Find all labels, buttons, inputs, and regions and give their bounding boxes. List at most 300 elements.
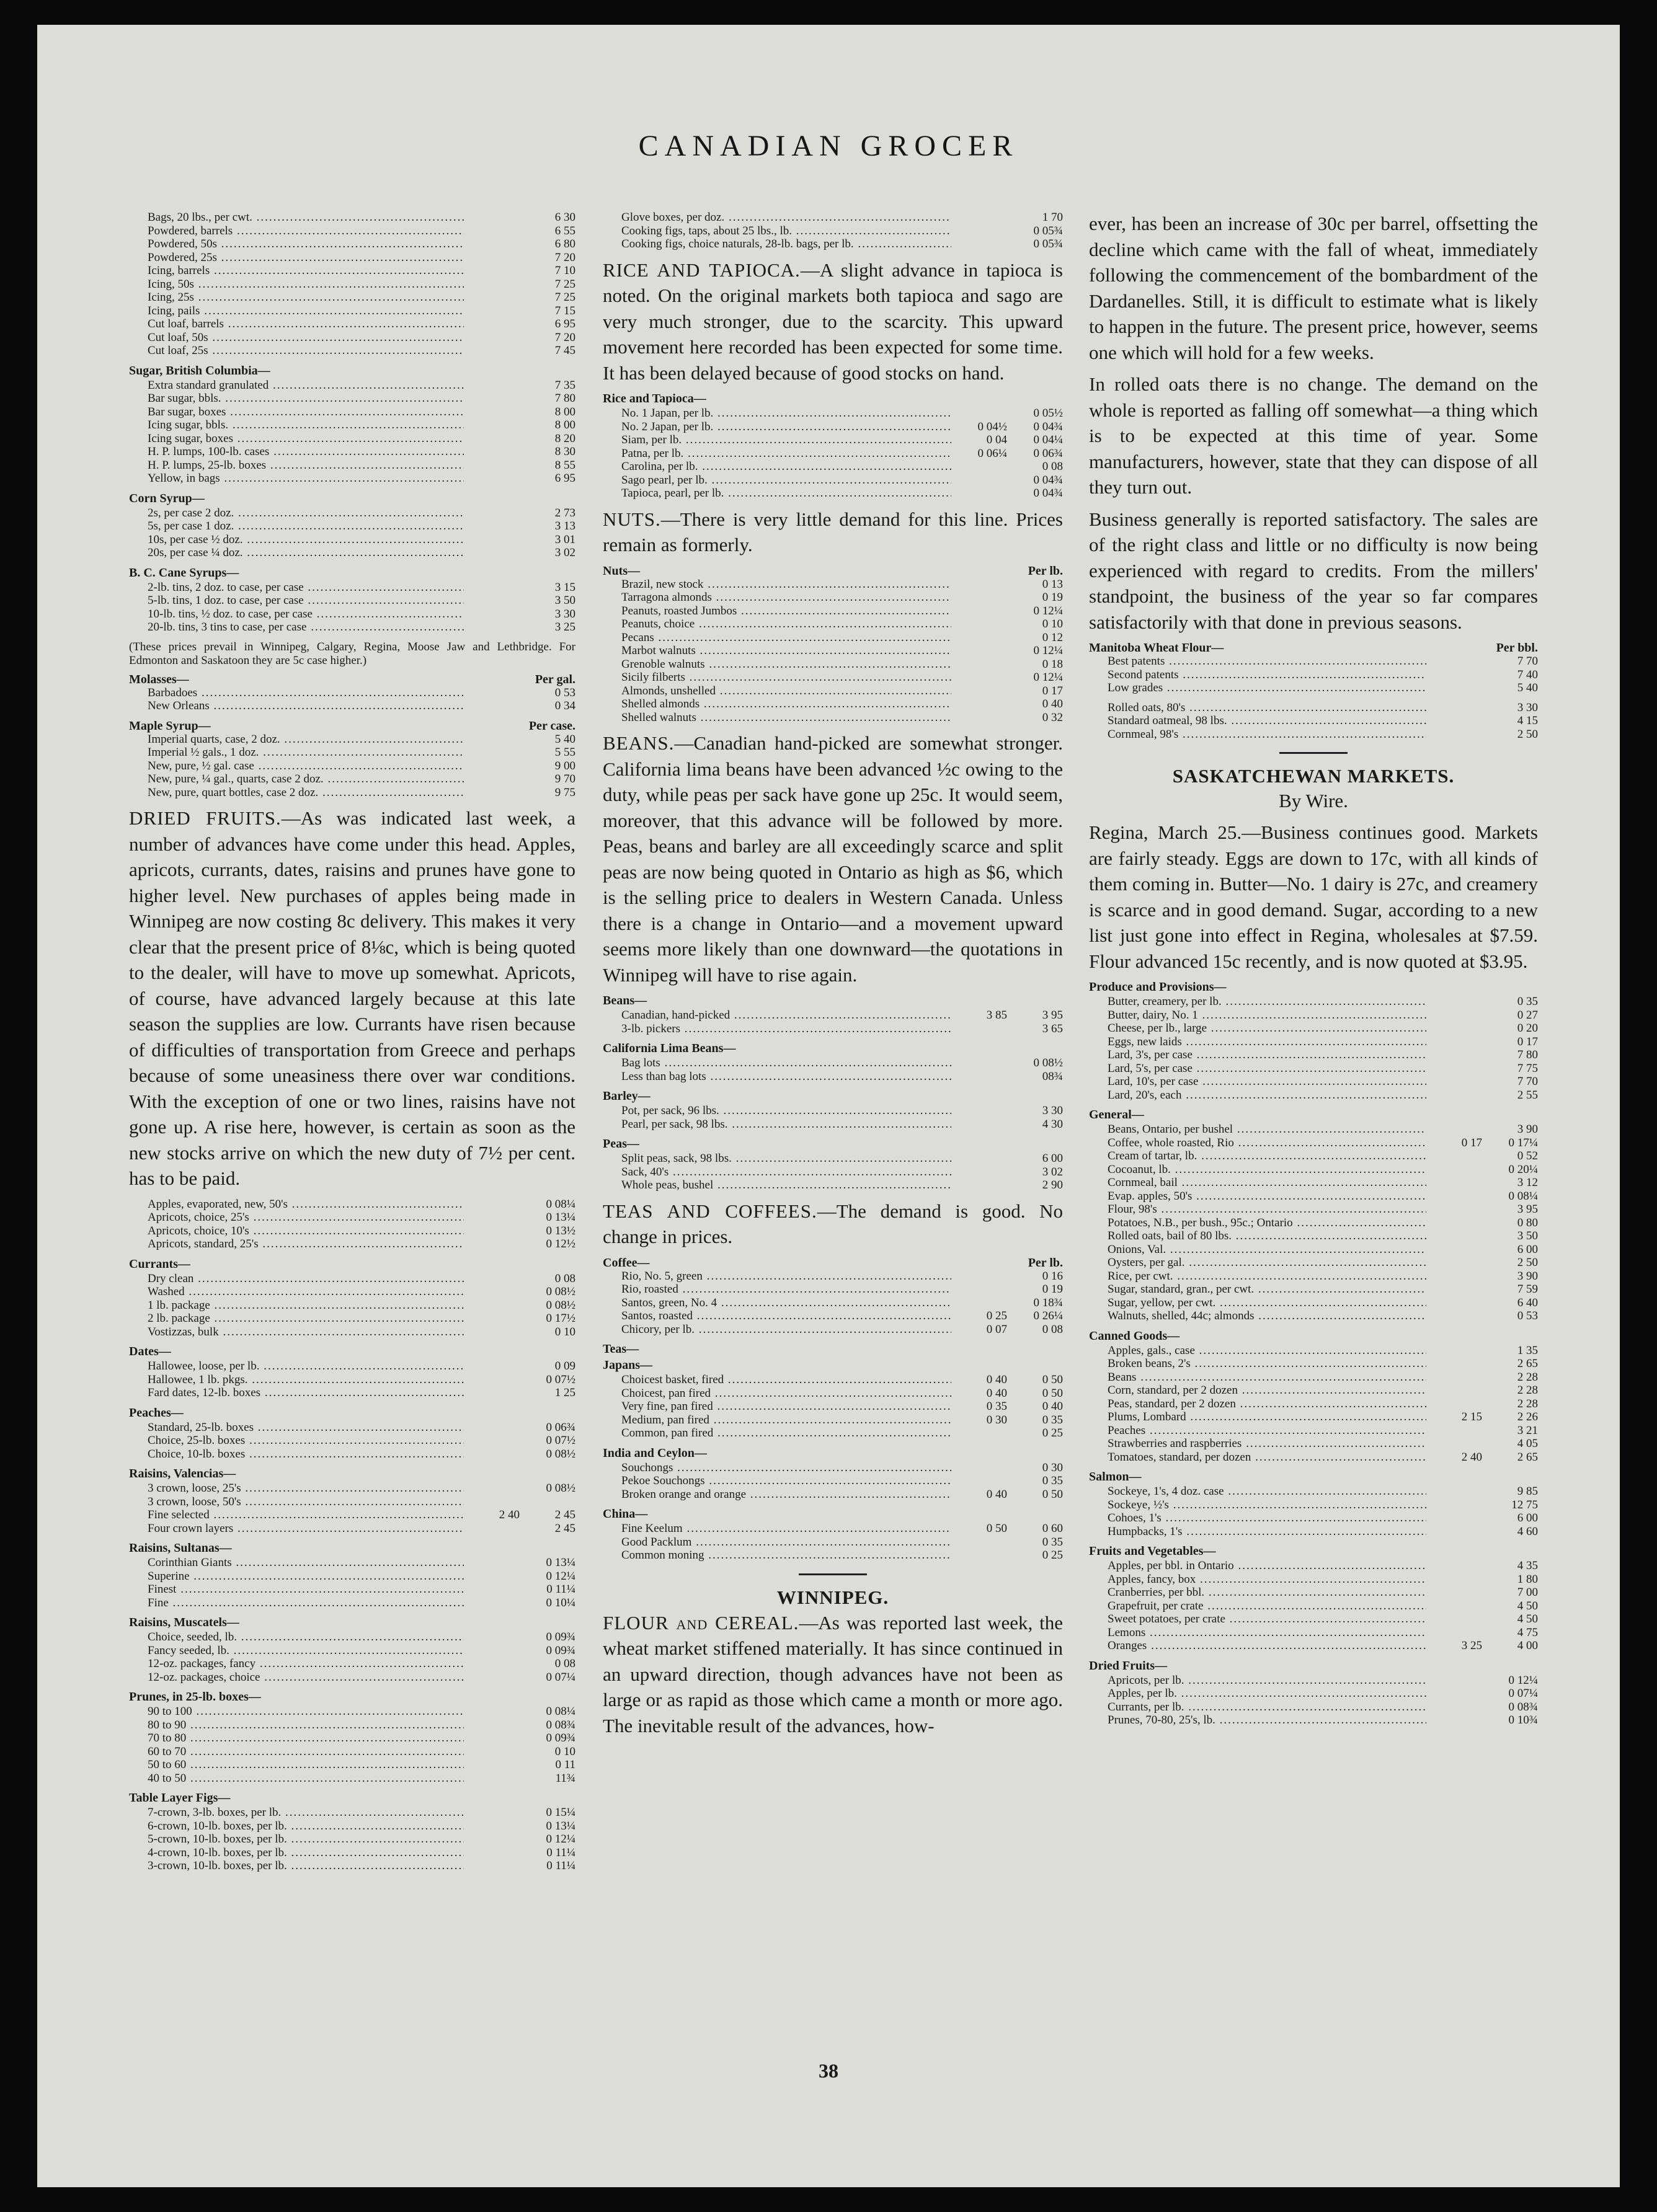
price-value: 7 35 [554, 378, 575, 392]
price-row [129, 621, 575, 634]
price-row [129, 1373, 575, 1387]
price-low: 0 07 [986, 1322, 1007, 1336]
item-label: Icing, pails ..... [129, 304, 464, 318]
raisins-sultanas-heading: Raisins, Sultanas— [129, 1541, 232, 1555]
item-label: Cornmeal, 98's ..... [1089, 728, 1426, 741]
price-low: 0 35 [986, 1400, 1007, 1413]
price-row [1089, 1176, 1538, 1190]
price-value: 7 80 [554, 392, 575, 405]
item-label: 20s, per case ¼ doz. ..... [129, 546, 464, 560]
maple-heading [129, 719, 575, 733]
price-row [603, 1413, 1063, 1427]
price-value: 2 90 [1042, 1179, 1063, 1192]
price-row [129, 1644, 575, 1658]
price-row [129, 1732, 575, 1745]
molasses-heading [129, 673, 575, 686]
price-row [129, 608, 575, 621]
price-value: 0 53 [1517, 1309, 1538, 1322]
price-value: 0 27 [1517, 1008, 1538, 1022]
price-row [1089, 1451, 1538, 1464]
item-label: H. P. lumps, 25-lb. boxes ..... [129, 459, 464, 472]
price-row [1089, 1075, 1538, 1089]
price-value: 5 40 [554, 732, 575, 746]
price-value: 3 30 [1517, 701, 1538, 714]
price-row [1089, 1229, 1538, 1243]
price-row [1089, 1309, 1538, 1323]
price-value: 6 95 [554, 472, 575, 485]
price-value: 0 25 [1042, 1427, 1063, 1440]
price-value: 0 09 [554, 1360, 575, 1373]
produce-heading: Produce and Provisions— [1089, 980, 1227, 994]
salmon-heading: Salmon— [1089, 1470, 1142, 1484]
price-value: 7 75 [1517, 1061, 1538, 1075]
currants-table [129, 1272, 575, 1339]
price-row [129, 772, 575, 786]
raisins-sultanas-table [129, 1556, 575, 1609]
item-label: Hallowee, loose, per lb. ..... [129, 1360, 464, 1373]
price-row [129, 1556, 575, 1570]
price-value: 0 17 [1517, 1035, 1538, 1048]
item-label: Rolled oats, bail of 80 lbs. ..... [1089, 1229, 1426, 1243]
price-row [129, 1657, 575, 1671]
price-value: 0 13 [1042, 577, 1063, 591]
price-row [129, 1272, 575, 1286]
price-row [603, 1296, 1063, 1310]
price-row [603, 1474, 1063, 1488]
price-value: 4 05 [1517, 1437, 1538, 1450]
item-label: Shelled walnuts ..... [603, 711, 951, 725]
price-row [603, 1536, 1063, 1549]
bc-cane-table [129, 581, 575, 634]
currants-heading: Currants— [129, 1257, 190, 1271]
price-row [129, 264, 575, 278]
item-label: Apricots, per lb. ..... [1089, 1674, 1426, 1688]
item-label: No. 2 Japan, per lb. ..... [603, 420, 951, 434]
price-row [603, 460, 1063, 474]
teas-article [603, 1198, 1063, 1250]
price-row [1089, 1203, 1538, 1216]
price-value: 0 08¼ [1508, 1189, 1538, 1203]
item-label: Good Packlum ..... [603, 1536, 951, 1549]
price-row [1089, 1089, 1538, 1102]
item-label: Cut loaf, 25s ..... [129, 344, 464, 358]
item-label: Sicily filberts ..... [603, 671, 951, 684]
price-value: 8 30 [554, 445, 575, 458]
price-row [129, 1495, 575, 1509]
price-row [603, 644, 1063, 658]
price-value: 0 05¾ [1033, 237, 1063, 250]
flour-continued-para: ever, has been an increase of 30c per barrel, offsetting the decline which came with the fall of wheat, immediately following the commencement of the bombardment of the Dardanelles. Still, it is difficult to estimate what is likely to happen in the future. The present price, however, seems one which will hold for a few weeks. [1089, 213, 1538, 363]
coffee-label: Coffee— [603, 1255, 650, 1270]
item-label: Bags, 20 lbs., per cwt. ..... [129, 211, 464, 224]
price-row [603, 591, 1063, 604]
price-value: 5 55 [554, 746, 575, 759]
price-value: 9 70 [554, 772, 575, 785]
price-low: 0 17 [1461, 1136, 1482, 1149]
price-row [1089, 1344, 1538, 1358]
price-row [603, 1309, 1063, 1323]
price-value: 0 12¼ [546, 1569, 575, 1583]
price-value: 0 60 [1042, 1522, 1063, 1535]
saskatchewan-para: Regina, March 25.—Business continues good. Markets are fairly steady. Eggs are down to 17c, with all kinds of them coming in. Butter—No. 1 dairy is 27c, and creamery is scarce and in good demand. Sugar, according to a new list just gone into effect in Regina, wholesales at $7.59. Flour advanced 15c recently, and is now quoted at $3.95. [1089, 821, 1538, 972]
item-label: Marbot walnuts ..... [603, 644, 951, 658]
item-label: Less than bag lots ..... [603, 1070, 951, 1084]
column-1 [129, 211, 575, 2083]
item-label: Corn, standard, per 2 dozen ..... [1089, 1384, 1426, 1397]
item-label: Choicest, pan fired ..... [603, 1387, 951, 1400]
price-value: 0 10 [1042, 617, 1063, 630]
price-value: 0 04¾ [1033, 487, 1063, 500]
item-label: Fine Keelum ..... [603, 1522, 951, 1536]
price-value: 0 17½ [546, 1312, 575, 1325]
price-row [1089, 1149, 1538, 1163]
price-row [129, 1758, 575, 1772]
price-value: 2 65 [1517, 1357, 1538, 1370]
item-label: Oysters, per gal. ..... [1089, 1256, 1426, 1270]
item-label: Icing, barrels ..... [129, 264, 464, 278]
price-value: 0 10¼ [546, 1596, 575, 1609]
price-low: 2 15 [1461, 1410, 1482, 1423]
bc-cane-heading: B. C. Cane Syrups— [129, 565, 239, 580]
price-value: 0 40 [1042, 1400, 1063, 1413]
prunes-table [129, 1705, 575, 1785]
item-label: Pot, per sack, 96 lbs. ..... [603, 1104, 951, 1118]
price-row [603, 1179, 1063, 1192]
price-row [129, 1705, 575, 1719]
item-label: Siam, per lb. ..... [603, 433, 951, 447]
india-heading: India and Ceylon— [603, 1446, 707, 1460]
price-row [129, 1772, 575, 1785]
corn-syrup-heading: Corn Syrup— [129, 491, 205, 505]
price-value: 0 08½ [546, 1298, 575, 1312]
price-value: 0 13½ [546, 1224, 575, 1237]
price-value: 3 15 [554, 580, 575, 594]
canned-table [1089, 1344, 1538, 1464]
item-label: Souchongs ..... [603, 1461, 951, 1475]
price-low: 0 06¼ [977, 446, 1007, 460]
item-label: Butter, dairy, No. 1 ..... [1089, 1009, 1426, 1022]
price-row [129, 392, 575, 405]
item-label: Almonds, unshelled ..... [603, 684, 951, 698]
item-label: New, pure, ½ gal. case ..... [129, 759, 464, 773]
price-value: 4 50 [1517, 1613, 1538, 1626]
price-value: 0 35 [1042, 1535, 1063, 1549]
item-label: Fard dates, 12-lb. boxes ..... [129, 1386, 464, 1400]
price-row [129, 1719, 575, 1732]
price-value: 6 80 [554, 237, 575, 250]
item-label: Canadian, hand-picked ..... [603, 1009, 951, 1022]
price-row [129, 1596, 575, 1610]
item-label: Rolled oats, 80's ..... [1089, 701, 1426, 715]
lima-heading: California Lima Beans— [603, 1042, 736, 1055]
price-low: 2 40 [1461, 1450, 1482, 1464]
price-row [129, 331, 575, 345]
price-value: 08¾ [1042, 1069, 1063, 1083]
flour-article [603, 1610, 1063, 1739]
price-value: 2 28 [1517, 1370, 1538, 1384]
price-value: 3 90 [1517, 1269, 1538, 1283]
price-value: 0 19 [1042, 591, 1063, 604]
price-row [129, 211, 575, 224]
price-value: 0 17¼ [1508, 1136, 1538, 1149]
prunes-heading: Prunes, in 25-lb. boxes— [129, 1690, 261, 1704]
price-value: 7 00 [1517, 1586, 1538, 1599]
item-label: Potatoes, N.B., per bush., 95c.; Ontario ..... [1089, 1216, 1426, 1230]
price-value: 3 21 [1517, 1423, 1538, 1437]
produce-table [1089, 995, 1538, 1102]
price-row [1089, 1498, 1538, 1512]
price-value: 2 65 [1517, 1450, 1538, 1464]
peas-table [603, 1152, 1063, 1192]
price-value: 7 59 [1517, 1283, 1538, 1296]
japans-heading: Japans— [603, 1358, 653, 1372]
price-value: 0 13¼ [546, 1556, 575, 1569]
price-value: 2 73 [554, 506, 575, 520]
dates-table [129, 1360, 575, 1400]
item-label: Bag lots ..... [603, 1056, 951, 1070]
price-row [129, 1846, 575, 1860]
price-value: 0 11¼ [546, 1859, 575, 1872]
price-row [129, 1299, 575, 1312]
price-value: 0 13¼ [546, 1819, 575, 1833]
price-value: 0 11¼ [546, 1583, 575, 1596]
price-row [1089, 1062, 1538, 1076]
price-value: 4 00 [1517, 1639, 1538, 1652]
price-row [129, 759, 575, 773]
price-value: 0 12¼ [1033, 644, 1063, 657]
price-value: 3 25 [554, 621, 575, 634]
price-value: 2 45 [554, 1521, 575, 1535]
item-label: Oranges ..... [1089, 1639, 1426, 1653]
section-divider [1279, 752, 1348, 754]
price-value: 0 07½ [546, 1373, 575, 1386]
price-row [129, 405, 575, 419]
price-value: 7 25 [554, 291, 575, 304]
item-label: Fine ..... [129, 1596, 464, 1610]
price-value: 0 04¾ [1033, 420, 1063, 433]
item-label: Butter, creamery, per lb. ..... [1089, 995, 1426, 1009]
price-value: 2 45 [554, 1508, 575, 1521]
price-row [1089, 1022, 1538, 1035]
price-row [129, 594, 575, 608]
price-row [1089, 701, 1538, 715]
price-value: 0 12¼ [1033, 671, 1063, 684]
price-row [603, 1323, 1063, 1337]
price-value: 6 30 [554, 211, 575, 224]
item-label: Bar sugar, boxes ..... [129, 405, 464, 419]
price-value: 0 32 [1042, 710, 1063, 724]
item-label: Finest ..... [129, 1583, 464, 1596]
price-row [603, 1009, 1063, 1022]
price-value: 3 13 [554, 520, 575, 533]
price-value: 6 00 [1517, 1511, 1538, 1524]
barley-heading: Barley— [603, 1089, 651, 1103]
rice-heading: Rice and Tapioca— [603, 392, 706, 405]
price-row [129, 746, 575, 759]
item-label: Onions, Val. ..... [1089, 1243, 1426, 1257]
price-value: 0 13¼ [546, 1211, 575, 1224]
beans-text: —Canadian hand-picked are somewhat stronger. California lima beans have been advanced ½c owing to the duty, while peas per sack have gone up 25c. It would seem, moreover, that this advance will be followed by more. Peas, beans and barley are all exceedingly scarce and split peas are now being quoted in Ontario as high as $6, which is the selling price to dealers in Western Canada. Unless there is a change in Ontario—and a movement upward seems more likely than one downward—the quotations in Winnipeg will have to rise again. [603, 732, 1063, 986]
salmon-table [1089, 1485, 1538, 1538]
item-label: Cheese, per lb., large ..... [1089, 1022, 1426, 1035]
price-row [1089, 1123, 1538, 1136]
molasses-label: Molasses— [129, 672, 189, 686]
price-low: 0 50 [986, 1522, 1007, 1535]
rice-lead: RICE AND TAPIOCA. [603, 259, 801, 281]
price-low: 0 25 [986, 1309, 1007, 1322]
item-label: Fancy seeded, lb. ..... [129, 1644, 464, 1658]
price-row [603, 658, 1063, 671]
price-row [1089, 1687, 1538, 1701]
price-row [603, 433, 1063, 447]
item-label: 2s, per case 2 doz. ..... [129, 507, 464, 520]
price-row [1089, 681, 1538, 695]
price-row [1089, 1190, 1538, 1203]
price-row [603, 237, 1063, 251]
price-row [129, 1745, 575, 1759]
price-value: 7 10 [554, 264, 575, 277]
price-low: 2 40 [499, 1508, 520, 1521]
item-label: Apples, fancy, box ..... [1089, 1573, 1426, 1586]
item-label: Four crown layers ..... [129, 1522, 464, 1536]
price-row [129, 1508, 575, 1522]
price-row [129, 472, 575, 485]
price-row [1089, 1613, 1538, 1626]
price-value: 7 25 [554, 277, 575, 291]
item-label: 5-crown, 10-lb. boxes, per lb. ..... [129, 1833, 464, 1846]
price-row [1089, 1485, 1538, 1498]
price-value: 3 30 [1042, 1104, 1063, 1117]
fruits-table [1089, 1559, 1538, 1653]
price-value: 3 01 [554, 533, 575, 546]
price-row [129, 1806, 575, 1820]
price-row [603, 578, 1063, 591]
price-row [1089, 655, 1538, 668]
india-table [603, 1461, 1063, 1502]
price-row [603, 1022, 1063, 1036]
price-row [129, 344, 575, 358]
price-value: 5 40 [1517, 681, 1538, 694]
price-row [1089, 1511, 1538, 1525]
item-label: Standard oatmeal, 98 lbs. ..... [1089, 714, 1426, 728]
item-label: Powdered, 25s ..... [129, 251, 464, 265]
nuts-table [603, 578, 1063, 725]
business-para: Business generally is reported satisfactory. The sales are of the right class and little or no difficulty is now being experienced with regard to credits. From the millers' standpoint, the business of the year so far compares satisfactorily with that done in previous seasons. [1089, 508, 1538, 633]
price-row [129, 1198, 575, 1211]
nuts-heading [603, 564, 1063, 578]
price-row [1089, 1626, 1538, 1640]
teas-heading: Teas— [603, 1342, 639, 1356]
price-row [129, 1859, 575, 1873]
price-value: 0 08 [554, 1272, 575, 1285]
figs-heading: Table Layer Figs— [129, 1791, 231, 1805]
price-value: 1 70 [1042, 211, 1063, 224]
price-row [129, 1820, 575, 1833]
item-label: Santos, green, No. 4 ..... [603, 1296, 951, 1310]
column-2 [603, 211, 1063, 2083]
item-label: 5s, per case 1 doz. ..... [129, 520, 464, 533]
item-label: 40 to 50 ..... [129, 1772, 464, 1785]
item-label: Prunes, 70-80, 25's, lb. ..... [1089, 1714, 1426, 1727]
item-label: Washed ..... [129, 1285, 464, 1299]
item-label: Cranberries, per bbl. ..... [1089, 1586, 1426, 1599]
item-label: 7-crown, 3-lb. boxes, per lb. ..... [129, 1806, 464, 1820]
item-label: Cornmeal, bail ..... [1089, 1176, 1426, 1190]
price-row [129, 1360, 575, 1373]
price-row [1089, 1573, 1538, 1586]
item-label: 4-crown, 10-lb. boxes, per lb. ..... [129, 1846, 464, 1860]
price-row [1089, 1270, 1538, 1283]
price-row [129, 251, 575, 265]
price-value: 3 90 [1517, 1123, 1538, 1136]
corn-syrup-table [129, 507, 575, 560]
price-value: 0 50 [1042, 1386, 1063, 1400]
price-value: 0 09¾ [546, 1732, 575, 1745]
item-label: Tapioca, pearl, per lb. ..... [603, 487, 951, 500]
price-row [603, 697, 1063, 711]
price-value: 0 12¼ [1033, 604, 1063, 617]
price-low: 0 04 [986, 433, 1007, 446]
item-label: Hallowee, 1 lb. pkgs. ..... [129, 1373, 464, 1387]
price-row [1089, 1424, 1538, 1438]
price-row [129, 1522, 575, 1536]
price-value: 0 04¼ [1033, 433, 1063, 446]
price-row [603, 420, 1063, 434]
item-label: Choice, 25-lb. boxes ..... [129, 1434, 464, 1448]
price-row [129, 291, 575, 304]
price-row [1089, 1035, 1538, 1049]
item-label: Common, pan fired ..... [603, 1427, 951, 1440]
item-label: 12-oz. packages, fancy ..... [129, 1657, 464, 1671]
item-label: Chicory, per lb. ..... [603, 1323, 951, 1337]
dried-fruits-article [129, 805, 575, 1192]
item-label: Sugar, standard, gran., per cwt. ..... [1089, 1283, 1426, 1296]
price-value: 0 26¼ [1033, 1309, 1063, 1322]
price-row [603, 447, 1063, 461]
price-row [603, 1400, 1063, 1413]
price-row [129, 1285, 575, 1299]
peas-heading: Peas— [603, 1137, 639, 1151]
price-value: 1 25 [554, 1386, 575, 1399]
price-value: 0 08 [1042, 1322, 1063, 1336]
price-value: 4 35 [1517, 1559, 1538, 1572]
price-value: 6 40 [1517, 1296, 1538, 1309]
price-row [129, 237, 575, 251]
price-value: 8 00 [554, 418, 575, 431]
price-value: 0 18 [1042, 657, 1063, 671]
item-label: Beans, Ontario, per bushel ..... [1089, 1123, 1426, 1136]
price-row [129, 418, 575, 432]
price-value: 7 70 [1517, 1075, 1538, 1088]
beans-table [603, 1009, 1063, 1035]
price-row [603, 224, 1063, 238]
price-row [129, 533, 575, 547]
price-value: 6 95 [554, 317, 575, 330]
price-value: 0 12½ [546, 1237, 575, 1250]
item-label: Brazil, new stock ..... [603, 578, 951, 591]
column-3 [1089, 211, 1538, 2083]
price-row [129, 304, 575, 318]
price-row [1089, 1371, 1538, 1384]
price-row [1089, 995, 1538, 1009]
maple-table [129, 733, 575, 800]
item-label: 3-crown, 10-lb. boxes, per lb. ..... [129, 1859, 464, 1873]
item-label: Icing sugar, bbls. ..... [129, 418, 464, 432]
item-label: Sago pearl, per lb. ..... [603, 474, 951, 487]
item-label: Tarragona almonds ..... [603, 591, 951, 604]
price-value: 8 55 [554, 458, 575, 472]
price-value: 0 05¾ [1033, 224, 1063, 237]
